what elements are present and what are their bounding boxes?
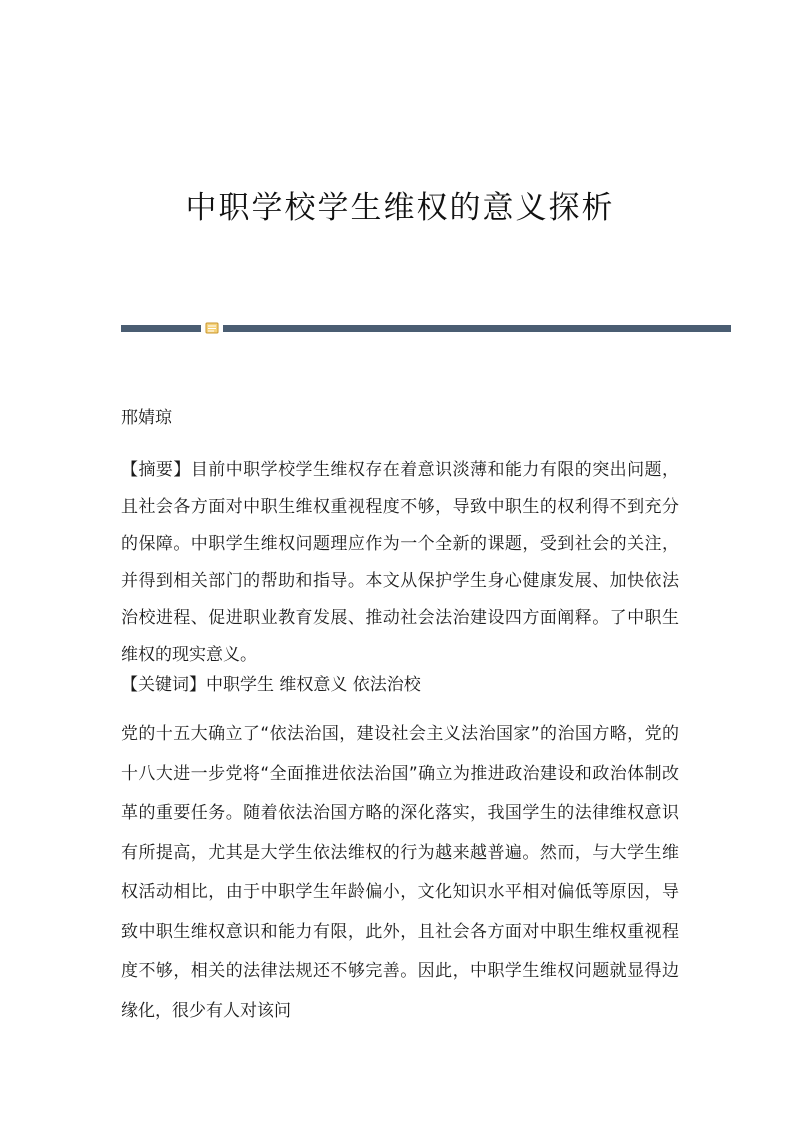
body-paragraph: 党的十五大确立了“依法治国，建设社会主义法治国家”的治国方略，党的十八大进一步党将“全面推进依法治国”确立为推进政治建设和政治体制改革的重要任务。随着依法治国方略的深化落实，我国学生的法律维权意识有所提高，尤其是大学生依法维权的行为越来越普遍。然而，与大学生维权活动相比，由于中职学生年龄偏小，文化知识水平相对偏低等原因，导致中职生维权意识和能力有限，此外，且社会各方面对中职生维权重视程度不够，相关的法律法规还不够完善。因此，中职学生维权问题就显得边缘化，很少有人对该问 [121,724,679,1021]
author-name: 邢婧琼 [121,408,172,428]
title-rule-left [121,325,201,332]
paper-title: 中职学校学生维权的意义探析 [185,190,615,226]
abstract [121,452,679,674]
keywords [121,672,679,698]
title-rule-right [223,325,731,332]
keywords-label: 【关键词】 [121,675,206,695]
abstract-label: 【摘要】 [121,460,191,480]
document-icon [205,322,219,334]
keywords-text: 中职学生 维权意义 依法治校 [206,675,421,695]
abstract-text: 目前中职学校学生维权存在着意识淡薄和能力有限的突出问题，且社会各方面对中职生维权重视程度不够，导致中职生的权利得不到充分的保障。中职学生维权问题理应作为一个全新的课题，受到社会的关注，并得到相关部门的帮助和指导。本文从保护学生身心健康发展、加快依法治校进程、促进职业教育发展、推动社会法治建设四方面阐释。了中职生维权的现实意义。 [121,460,680,665]
